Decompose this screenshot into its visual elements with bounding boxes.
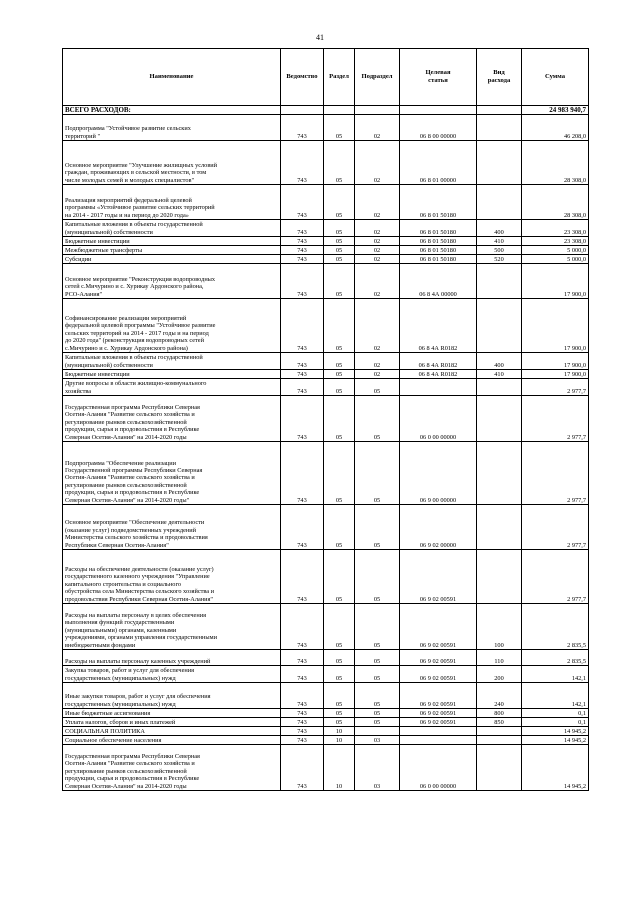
row-name: Подпрограмма "Обеспечение реализации Государственной программы Республики Северная Осетия-Алания "Развитие сельского хозяйства и регулирование рынков сельскохозяйственной продукции, сырья и продовольствия в Республике Северная Осетия-Алания" на 2014-2020 годы" <box>63 442 281 505</box>
row-section: 05 <box>324 604 355 650</box>
row-type: 850 <box>477 718 522 727</box>
row-sum: 5 000,0 <box>522 255 589 264</box>
table-row <box>63 745 589 791</box>
row-section: 05 <box>324 185 355 220</box>
row-dept: 743 <box>281 370 324 379</box>
row-name: Основное мероприятие "Обеспечение деятельности (оказание услуг) подведомственных учреждений Министерства сельского хозяйства и продовольствия Республики Северная Осетия-Алания" <box>63 505 281 550</box>
row-subsection: 02 <box>355 264 400 299</box>
row-section: 05 <box>324 666 355 683</box>
row-section: 05 <box>324 264 355 299</box>
col-section-header: Раздел <box>324 49 355 106</box>
row-section: 05 <box>324 396 355 442</box>
row-target: 06 9 02 00591 <box>400 666 477 683</box>
row-dept: 743 <box>281 683 324 709</box>
row-dept: 743 <box>281 115 324 141</box>
row-dept: 743 <box>281 255 324 264</box>
row-name: Основное мероприятие "Реконструкция водопроводных сетей с.Мичурино и с. Хурикау Ардонского района, РСО-Алания" <box>63 264 281 299</box>
row-section: 05 <box>324 353 355 370</box>
row-section: 05 <box>324 505 355 550</box>
row-section: 05 <box>324 115 355 141</box>
row-subsection: 05 <box>355 396 400 442</box>
row-subsection: 05 <box>355 505 400 550</box>
table-row <box>63 604 589 650</box>
row-subsection: 02 <box>355 353 400 370</box>
total-label: ВСЕГО РАСХОДОВ: <box>63 106 281 115</box>
row-subsection: 05 <box>355 604 400 650</box>
row-type <box>477 727 522 736</box>
row-section: 05 <box>324 709 355 718</box>
row-sum: 17 900,0 <box>522 370 589 379</box>
table-row <box>63 709 589 718</box>
row-type <box>477 736 522 745</box>
row-target: 06 8 01 50180 <box>400 237 477 246</box>
row-sum: 2 977,7 <box>522 442 589 505</box>
row-sum: 0,1 <box>522 709 589 718</box>
row-subsection: 03 <box>355 736 400 745</box>
row-section: 05 <box>324 442 355 505</box>
row-dept: 743 <box>281 246 324 255</box>
row-target: 06 9 02 00591 <box>400 709 477 718</box>
row-dept: 743 <box>281 745 324 791</box>
row-subsection: 02 <box>355 370 400 379</box>
table-row <box>63 264 589 299</box>
row-sum: 17 900,0 <box>522 299 589 353</box>
row-name: Межбюджетные трансферты <box>63 246 281 255</box>
row-target <box>400 379 477 396</box>
row-section: 05 <box>324 683 355 709</box>
table-row <box>63 683 589 709</box>
row-type <box>477 550 522 604</box>
row-sum: 17 900,0 <box>522 353 589 370</box>
row-name: Подпрограмма "Устойчивое развитие сельских территорий " <box>63 115 281 141</box>
expenditure-table <box>62 48 589 791</box>
row-sum: 23 308,0 <box>522 220 589 237</box>
table-row <box>63 246 589 255</box>
row-target: 06 8 01 00000 <box>400 141 477 185</box>
row-target: 06 9 02 00591 <box>400 650 477 666</box>
row-name: СОЦИАЛЬНАЯ ПОЛИТИКА <box>63 727 281 736</box>
total-sum: 24 983 940,7 <box>522 106 589 115</box>
row-section: 05 <box>324 141 355 185</box>
row-dept: 743 <box>281 237 324 246</box>
row-section: 10 <box>324 727 355 736</box>
row-sum: 142,1 <box>522 666 589 683</box>
row-type <box>477 141 522 185</box>
row-subsection: 02 <box>355 299 400 353</box>
row-target: 06 8 4А 00000 <box>400 264 477 299</box>
row-section: 10 <box>324 736 355 745</box>
row-section: 05 <box>324 220 355 237</box>
table-row <box>63 220 589 237</box>
row-dept: 743 <box>281 141 324 185</box>
row-target: 06 8 4А R0182 <box>400 299 477 353</box>
row-sum: 17 900,0 <box>522 264 589 299</box>
table-row <box>63 370 589 379</box>
row-type <box>477 396 522 442</box>
row-subsection: 02 <box>355 255 400 264</box>
row-target: 06 9 00 00000 <box>400 442 477 505</box>
row-section: 05 <box>324 718 355 727</box>
row-sum: 28 308,0 <box>522 141 589 185</box>
header-row <box>63 49 589 106</box>
row-type: 410 <box>477 237 522 246</box>
col-subsection-header: Подраздел <box>355 49 400 106</box>
row-subsection: 05 <box>355 442 400 505</box>
row-subsection: 02 <box>355 185 400 220</box>
row-type <box>477 505 522 550</box>
row-sum: 14 945,2 <box>522 736 589 745</box>
row-dept: 743 <box>281 736 324 745</box>
row-target: 06 9 02 00591 <box>400 718 477 727</box>
table-row <box>63 666 589 683</box>
row-name: Расходы на выплаты персоналу в целях обеспечения выполнения функций государственными (муниципальными) органами, казенными учреждениями, органами управления государственными внебюджетными фондами <box>63 604 281 650</box>
table-row <box>63 255 589 264</box>
row-dept: 743 <box>281 442 324 505</box>
row-name: Социальное обеспечение населения <box>63 736 281 745</box>
row-section: 05 <box>324 379 355 396</box>
row-section: 05 <box>324 237 355 246</box>
row-dept: 743 <box>281 650 324 666</box>
row-type <box>477 379 522 396</box>
row-type: 800 <box>477 709 522 718</box>
row-section: 05 <box>324 246 355 255</box>
row-target: 06 8 4А R0182 <box>400 353 477 370</box>
row-target: 06 8 01 50180 <box>400 220 477 237</box>
table-row <box>63 141 589 185</box>
row-subsection: 05 <box>355 683 400 709</box>
table-row <box>63 442 589 505</box>
row-dept: 743 <box>281 505 324 550</box>
row-dept: 743 <box>281 727 324 736</box>
row-sum: 2 977,7 <box>522 505 589 550</box>
row-subsection: 05 <box>355 650 400 666</box>
row-name: Уплата налогов, сборов и иных платежей <box>63 718 281 727</box>
col-type-header: Вид расхода <box>477 49 522 106</box>
row-sum: 2 977,7 <box>522 379 589 396</box>
row-sum: 5 000,0 <box>522 246 589 255</box>
row-section: 10 <box>324 745 355 791</box>
row-subsection: 05 <box>355 666 400 683</box>
row-sum: 2 977,7 <box>522 550 589 604</box>
row-name: Субсидии <box>63 255 281 264</box>
row-dept: 743 <box>281 550 324 604</box>
table-row <box>63 550 589 604</box>
table-row <box>63 115 589 141</box>
row-type <box>477 264 522 299</box>
row-subsection: 05 <box>355 709 400 718</box>
table-row <box>63 736 589 745</box>
row-target: 06 9 02 00591 <box>400 550 477 604</box>
col-dept-header: Ведомство <box>281 49 324 106</box>
row-type: 520 <box>477 255 522 264</box>
row-sum: 14 945,2 <box>522 727 589 736</box>
row-dept: 743 <box>281 604 324 650</box>
row-name: Государственная программа Республики Северная Осетия-Алания "Развитие сельского хозяйства и регулирование рынков сельскохозяйственной продукции, сырья и продовольствия в Республике Северная Осетия-Алания" на 2014-2020 годы <box>63 745 281 791</box>
row-target: 06 9 02 00591 <box>400 683 477 709</box>
row-subsection <box>355 727 400 736</box>
row-type: 110 <box>477 650 522 666</box>
row-target: 06 8 01 50180 <box>400 255 477 264</box>
row-name: Расходы на выплаты персоналу казенных учреждений <box>63 650 281 666</box>
row-dept: 743 <box>281 185 324 220</box>
row-subsection: 03 <box>355 745 400 791</box>
row-sum: 23 308,0 <box>522 237 589 246</box>
row-name: Иные бюджетные ассигнования <box>63 709 281 718</box>
col-name-header: Наименование <box>63 49 281 106</box>
row-section: 05 <box>324 550 355 604</box>
table-row <box>63 505 589 550</box>
table-row <box>63 353 589 370</box>
row-dept: 743 <box>281 299 324 353</box>
row-dept: 743 <box>281 396 324 442</box>
total-row <box>63 106 589 115</box>
table-row <box>63 237 589 246</box>
row-dept: 743 <box>281 264 324 299</box>
row-dept: 743 <box>281 709 324 718</box>
row-dept: 743 <box>281 353 324 370</box>
row-section: 05 <box>324 255 355 264</box>
row-type: 240 <box>477 683 522 709</box>
table-row <box>63 396 589 442</box>
row-target: 06 8 01 50180 <box>400 185 477 220</box>
table-row <box>63 650 589 666</box>
row-target: 06 9 02 00591 <box>400 604 477 650</box>
row-dept: 743 <box>281 718 324 727</box>
row-target: 06 8 01 50180 <box>400 246 477 255</box>
row-type: 400 <box>477 353 522 370</box>
row-type <box>477 442 522 505</box>
col-target-header: Целевая статья <box>400 49 477 106</box>
row-dept: 743 <box>281 666 324 683</box>
row-subsection: 02 <box>355 115 400 141</box>
table-row <box>63 299 589 353</box>
row-section: 05 <box>324 650 355 666</box>
row-subsection: 02 <box>355 237 400 246</box>
row-name: Бюджетные инвестиции <box>63 370 281 379</box>
row-subsection: 05 <box>355 550 400 604</box>
row-subsection: 02 <box>355 220 400 237</box>
row-target <box>400 736 477 745</box>
row-name: Основное мероприятие "Улучшение жилищных условий граждан, проживающих в сельской местности, в том числе молодых семей и молодых специалистов" <box>63 141 281 185</box>
row-type <box>477 299 522 353</box>
row-type: 100 <box>477 604 522 650</box>
row-target: 06 8 4А R0182 <box>400 370 477 379</box>
row-type: 500 <box>477 246 522 255</box>
row-name: Иные закупки товаров, работ и услуг для обеспечения государственных (муниципальных) нужд <box>63 683 281 709</box>
row-subsection: 02 <box>355 246 400 255</box>
row-name: Закупка товаров, работ и услуг для обеспечения государственных (муниципальных) нужд <box>63 666 281 683</box>
row-name: Расходы на обеспечение деятельности (оказание услуг) государственного казенного учреждения "Управление капитального строительства и социального обустройства села Министерства сельского хозяйства и продовольствия Республики Северная Осетия-Алания" <box>63 550 281 604</box>
row-target: 06 0 00 00000 <box>400 396 477 442</box>
row-type: 200 <box>477 666 522 683</box>
row-name: Реализация мероприятий федеральной целевой программы «Устойчивое развитие сельских территорий на 2014 - 2017 годы и на период до 2020 года» <box>63 185 281 220</box>
row-target <box>400 727 477 736</box>
row-subsection: 05 <box>355 718 400 727</box>
row-target: 06 9 02 00000 <box>400 505 477 550</box>
row-sum: 46 208,0 <box>522 115 589 141</box>
row-target: 06 0 00 00000 <box>400 745 477 791</box>
table-row <box>63 379 589 396</box>
row-target: 06 8 00 00000 <box>400 115 477 141</box>
row-name: Бюджетные инвестиции <box>63 237 281 246</box>
row-sum: 2 835,5 <box>522 604 589 650</box>
row-subsection: 02 <box>355 141 400 185</box>
row-type <box>477 745 522 791</box>
row-dept: 743 <box>281 379 324 396</box>
row-sum: 2 977,7 <box>522 396 589 442</box>
row-name: Капитальные вложения в объекты государственной (муниципальной) собственности <box>63 353 281 370</box>
row-type: 410 <box>477 370 522 379</box>
row-sum: 28 308,0 <box>522 185 589 220</box>
row-name: Государственная программа Республики Северная Осетия-Алания "Развитие сельского хозяйства и регулирование рынков сельскохозяйственной продукции, сырья и продовольствия в Республике Северная Осетия-Алания" на 2014-2020 годы <box>63 396 281 442</box>
row-dept: 743 <box>281 220 324 237</box>
table-row <box>63 718 589 727</box>
row-sum: 142,1 <box>522 683 589 709</box>
table-row <box>63 727 589 736</box>
row-name: Другие вопросы в области жилищно-коммунального хозяйства <box>63 379 281 396</box>
row-name: Софинансирование реализации мероприятий федеральной целевой программы "Устойчивое развитие сельских территорий на 2014 - 2017 годы и на период до 2020 года" (реконструкция водопроводных сетей с.Мичурино и с. Хурикау Ардонского района) <box>63 299 281 353</box>
col-sum-header: Сумма <box>522 49 589 106</box>
page-number: 41 <box>316 33 324 42</box>
row-sum: 14 945,2 <box>522 745 589 791</box>
row-type <box>477 115 522 141</box>
row-name: Капитальные вложения в объекты государственной (муниципальной) собственности <box>63 220 281 237</box>
row-sum: 2 835,5 <box>522 650 589 666</box>
row-section: 05 <box>324 370 355 379</box>
row-sum: 0,1 <box>522 718 589 727</box>
row-subsection: 05 <box>355 379 400 396</box>
row-type <box>477 185 522 220</box>
table-row <box>63 185 589 220</box>
row-section: 05 <box>324 299 355 353</box>
row-type: 400 <box>477 220 522 237</box>
